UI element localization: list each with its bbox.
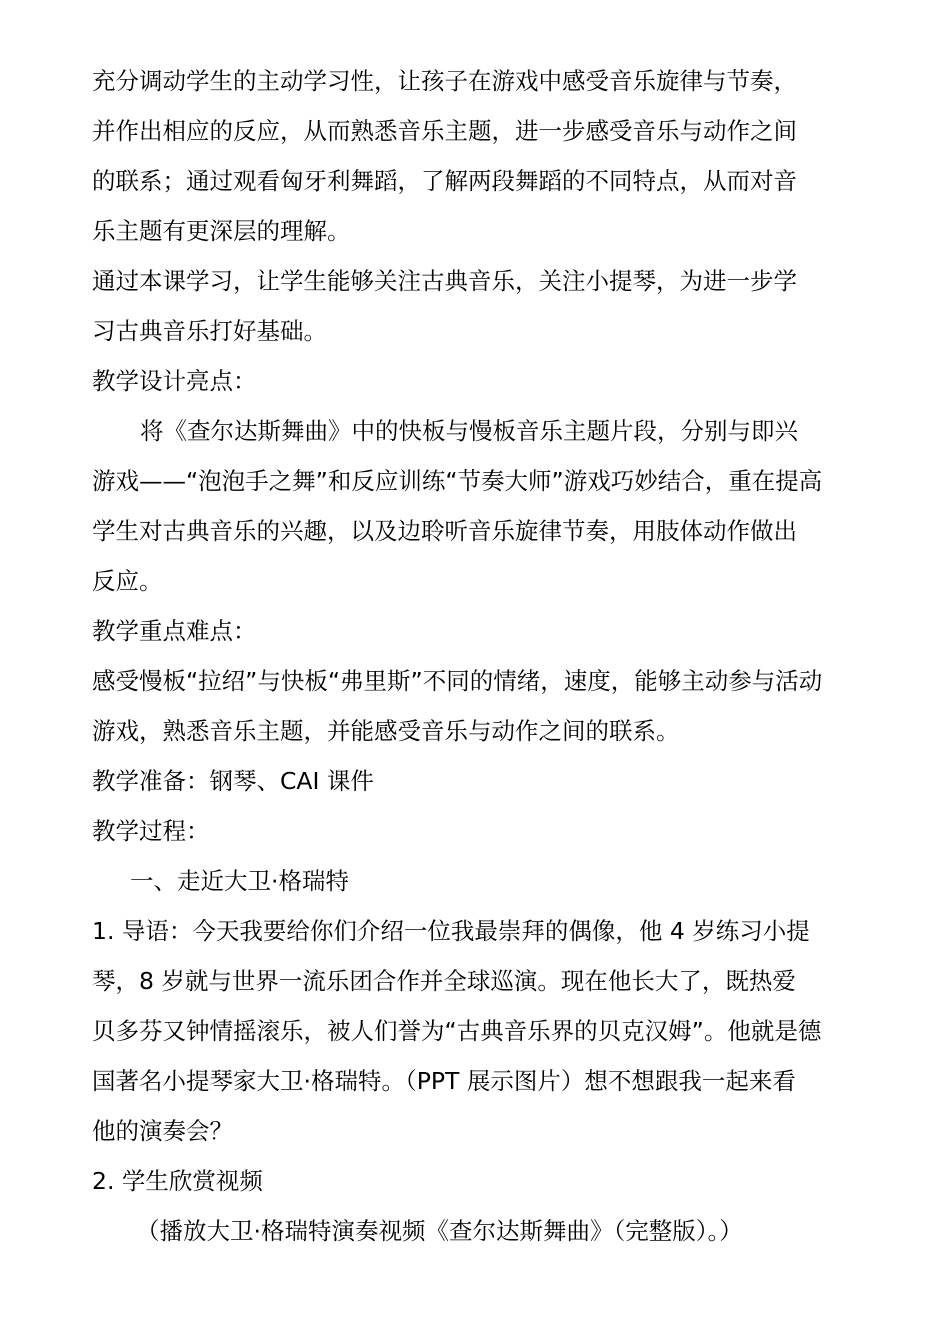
text-line: 琴，8 岁就与世界一流乐团合作并全球巡演。现在他长大了，既热爱 — [92, 967, 796, 995]
text-line: 1. 导语：今天我要给你们介绍一位我最崇拜的偶像，他 4 岁练习小提 — [92, 917, 810, 945]
preparation-line: 教学准备：钢琴、CAI 课件 — [92, 767, 374, 795]
text-line: 他的演奏会？ — [92, 1117, 233, 1145]
item-title: 2. 学生欣赏视频 — [92, 1167, 263, 1195]
text-line: 的联系；通过观看匈牙利舞蹈，了解两段舞蹈的不同特点，从而对音 — [92, 167, 797, 195]
text-line: 反应。 — [92, 567, 163, 595]
section-heading: 教学重点难点： — [92, 617, 257, 645]
subsection-title: 一、走近大卫·格瑞特 — [130, 867, 349, 895]
text-line: 国著名小提琴家大卫·格瑞特。（PPT 展示图片）想不想跟我一起来看 — [92, 1067, 796, 1095]
section-heading: 教学过程： — [92, 817, 210, 845]
text-line: 感受慢板“拉绍”与快板“弗里斯”不同的情绪，速度，能够主动参与活动 — [92, 667, 823, 695]
text-line: 乐主题有更深层的理解。 — [92, 217, 351, 245]
text-line: 通过本课学习，让学生能够关注古典音乐，关注小提琴，为进一步学 — [92, 267, 797, 295]
text-line: 游戏——“泡泡手之舞”和反应训练“节奏大师”游戏巧妙结合，重在提高 — [92, 467, 823, 495]
text-line: 充分调动学生的主动学习性，让孩子在游戏中感受音乐旋律与节奏， — [92, 67, 797, 95]
text-line: 学生对古典音乐的兴趣，以及边聆听音乐旋律节奏，用肢体动作做出 — [92, 517, 797, 545]
text-line: 游戏，熟悉音乐主题，并能感受音乐与动作之间的联系。 — [92, 717, 680, 745]
item-note: （播放大卫·格瑞特演奏视频《查尔达斯舞曲》（完整版）。） — [136, 1217, 743, 1245]
text-line: 并作出相应的反应，从而熟悉音乐主题，进一步感受音乐与动作之间 — [92, 117, 797, 145]
text-line: 贝多芬又钟情摇滚乐，被人们誉为“古典音乐界的贝克汉姆”。他就是德 — [92, 1017, 822, 1045]
section-heading: 教学设计亮点： — [92, 367, 257, 395]
text-line: 将《查尔达斯舞曲》中的快板与慢板音乐主题片段，分别与即兴 — [140, 417, 798, 445]
text-line: 习古典音乐打好基础。 — [92, 317, 327, 345]
